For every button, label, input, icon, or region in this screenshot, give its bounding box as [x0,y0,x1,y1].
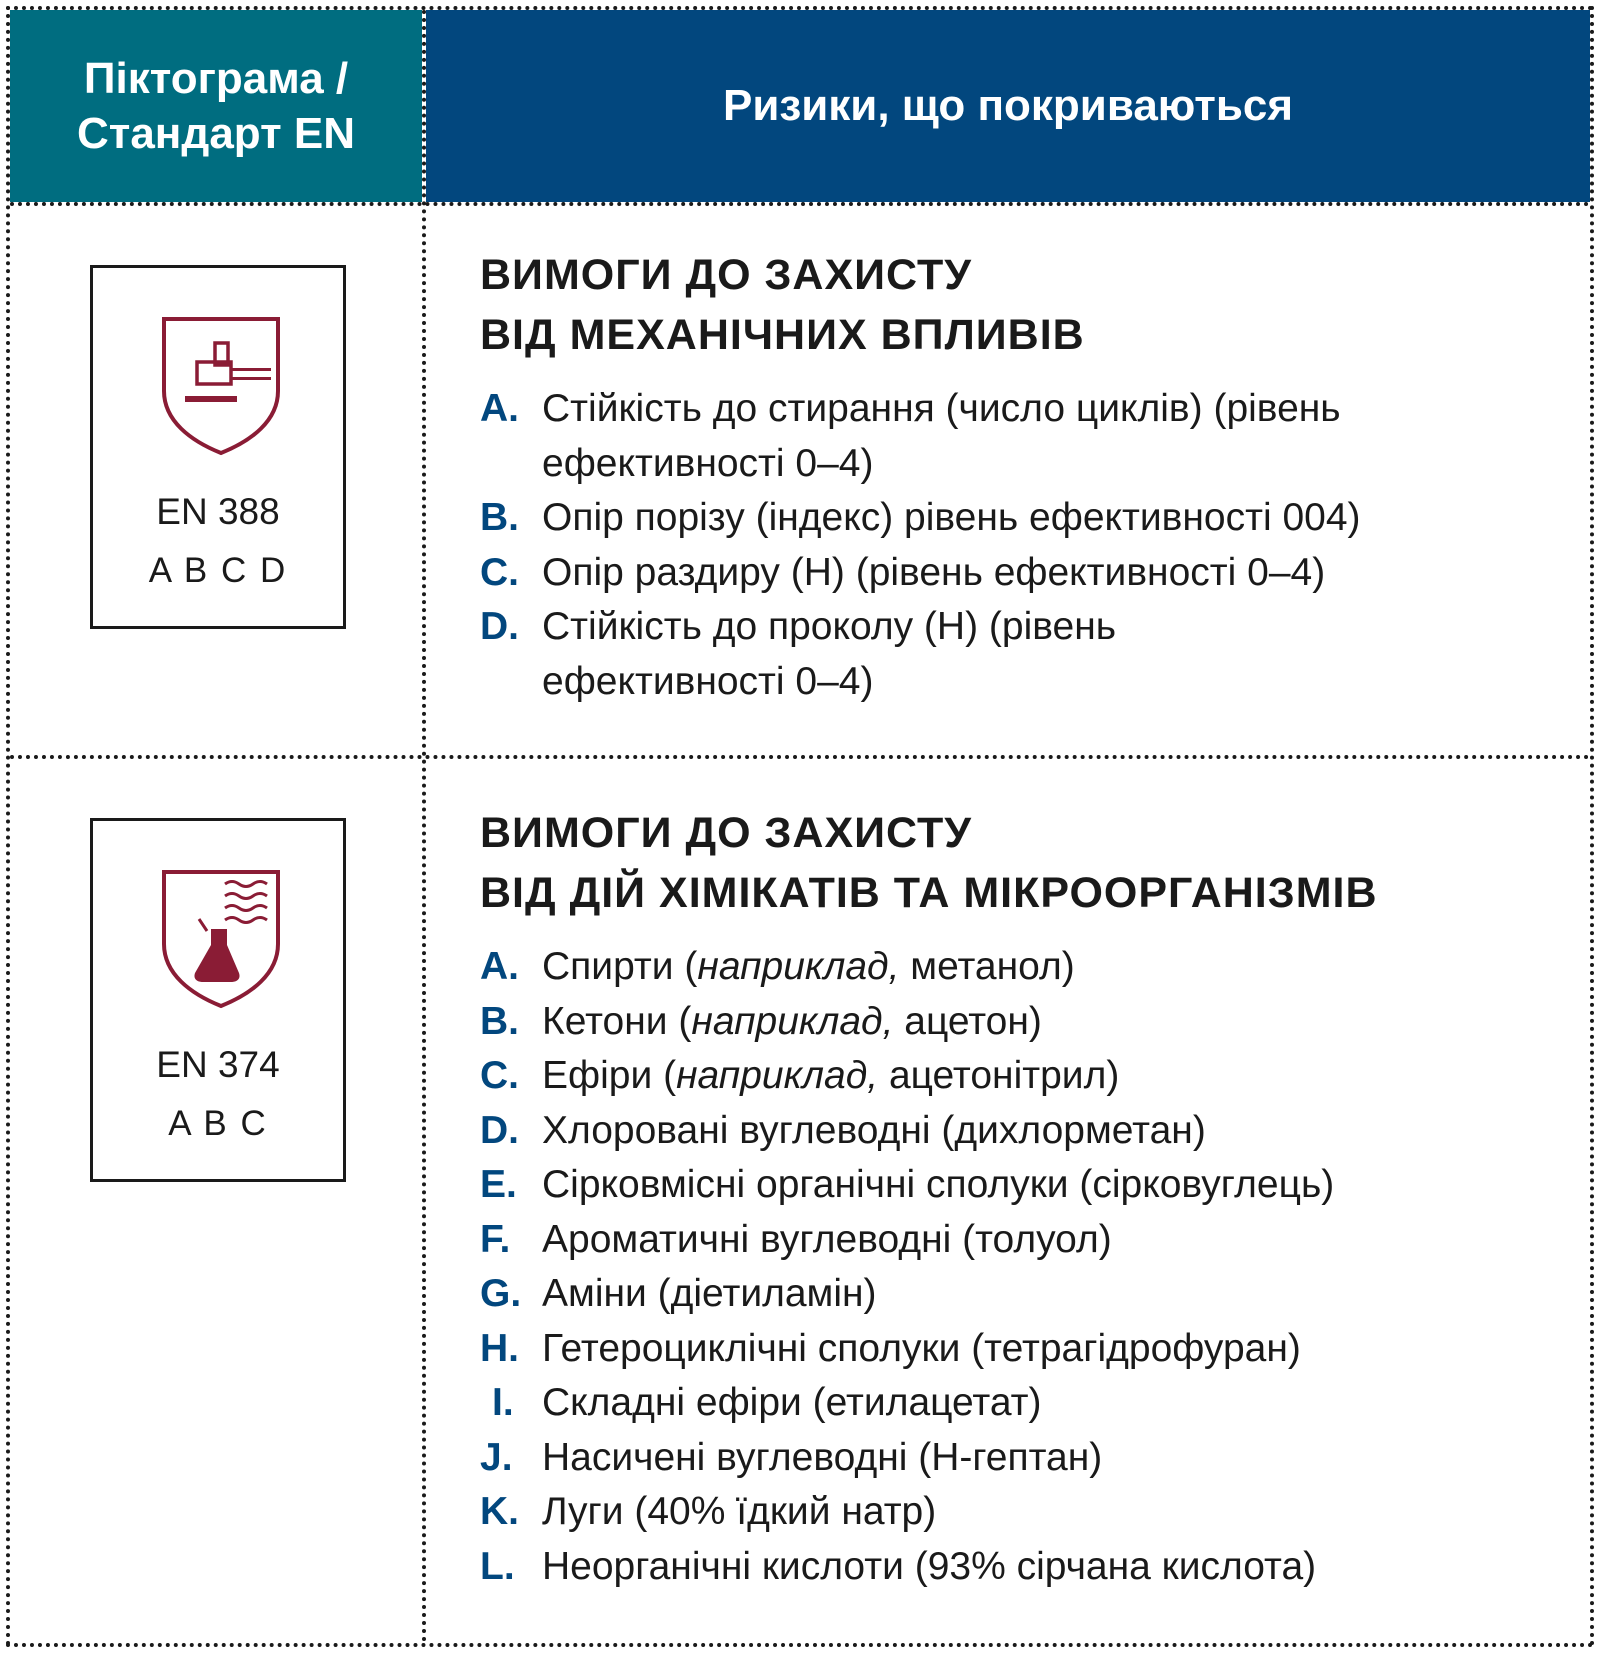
list-item [480,1376,1560,1431]
performance-levels: A B C D [148,551,288,590]
item-text-post: ацетонітрил) [878,1054,1120,1097]
item-text-example: наприклад, [697,945,900,988]
list-item [480,1267,1560,1322]
list-item [480,382,1560,491]
section-title-mechanical [480,245,1085,365]
item-text-pre: Кетони ( [542,999,692,1043]
item-text: Неорганічні кислоти (93% сірчана кислота) [542,1544,1317,1588]
item-text: Аміни (діетиламін) [542,1272,877,1315]
header-left-line2: Стандарт EN [77,109,355,158]
list-item [480,1158,1560,1213]
list-item [480,1485,1560,1540]
item-text: Насичені вуглеводні (Н-гептан) [542,1435,1103,1479]
item-text-pre: Спирти ( [542,945,698,988]
item-letter: I. [492,1381,514,1424]
item-text: Луги (40% їдкий натр) [542,1490,937,1533]
column-divider [422,10,426,1643]
standards-table [6,6,1594,1647]
item-text-post: ацетон) [893,999,1042,1043]
list-item [480,600,1162,709]
item-letter: G. [480,1272,522,1315]
item-text: Складні ефіри (етилацетат) [542,1381,1042,1424]
list-item [480,995,1560,1050]
item-text-post: метанол) [899,945,1075,988]
item-letter: B. [480,496,519,539]
item-letter: D. [480,605,519,648]
section-title-line2: ВІД МЕХАНІЧНИХ ВПЛИВІВ [480,311,1085,359]
item-text: Опір раздиру (Н) (рівень ефективності 0–4) [542,550,1326,594]
item-text-example: наприклад, [676,1054,879,1097]
header-risks-covered [426,10,1590,202]
header-left-line1: Піктограма / [83,54,349,103]
item-text: Сірковмісні органічні сполуки (сірковуглець) [542,1163,1335,1206]
item-letter: C. [480,1054,519,1097]
item-letter: F. [480,1217,511,1261]
item-text: Гетероциклічні сполуки (тетрагідрофуран) [542,1326,1301,1370]
item-text-example: наприклад, [691,999,894,1043]
item-letter: A. [480,387,519,430]
pictogram-en374 [90,818,346,1182]
section-title-chemical [480,803,1378,923]
standard-code: EN 388 [156,491,280,532]
list-item [480,1104,1560,1159]
header-pictogram-standard [10,10,422,202]
header-right-label: Ризики, що покриваються [722,81,1294,130]
header-divider [10,202,1590,206]
row-divider [10,755,1590,759]
list-item [480,1049,1560,1104]
mechanical-risk-list [480,382,1560,709]
item-letter: C. [480,550,519,594]
flask-shield-icon [161,869,281,1009]
list-item [480,491,1560,546]
item-letter: D. [480,1108,519,1152]
item-text: Стійкість до проколу (Н) (рівень ефективності 0–4) [542,605,1117,703]
standard-code: EN 374 [156,1044,280,1085]
item-text: Ароматичні вуглеводні (толуол) [542,1217,1112,1261]
list-item [480,940,1560,995]
item-text: Опір порізу (індекс) рівень ефективності 004) [542,496,1361,539]
item-letter: B. [480,999,519,1043]
list-item [480,1431,1560,1486]
item-text-pre: Ефіри ( [542,1054,677,1097]
list-item [480,1540,1560,1595]
item-letter: L. [480,1544,515,1588]
item-letter: E. [480,1163,517,1206]
item-letter: J. [480,1435,513,1479]
list-item [480,1322,1560,1377]
item-text: Хлоровані вуглеводні (дихлорметан) [542,1108,1206,1152]
item-text: Стійкість до стирання (число циклів) (рівень ефективності 0–4) [542,387,1341,485]
section-title-line2: ВІД ДІЙ ХІМІКАТІВ ТА МІКРООРГАНІЗМІВ [480,869,1378,917]
list-item [480,546,1560,601]
section-title-line1: ВИМОГИ ДО ЗАХИСТУ [480,251,973,299]
item-letter: H. [480,1326,519,1370]
hammer-shield-icon [161,316,281,456]
item-letter: K. [480,1490,519,1533]
section-title-line1: ВИМОГИ ДО ЗАХИСТУ [480,809,973,857]
pictogram-en388 [90,265,346,629]
list-item [480,1213,1560,1268]
item-letter: A. [480,945,519,988]
performance-levels: A B C [168,1104,268,1143]
chemical-risk-list [480,940,1560,1594]
